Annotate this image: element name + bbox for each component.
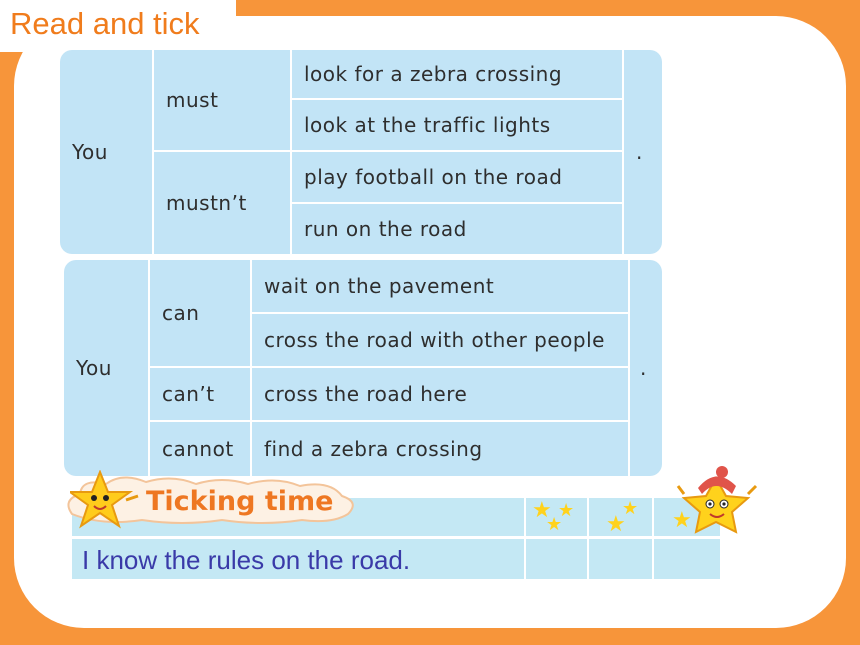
header-tab <box>0 0 236 52</box>
rules-table-must <box>60 50 662 254</box>
subject-cell: You <box>60 50 154 254</box>
action-cell: look at the traffic lights <box>292 100 624 152</box>
modal-cell-cant: can’t <box>150 368 252 422</box>
star-mascot-icon <box>70 470 140 532</box>
tick-box[interactable] <box>524 539 526 579</box>
tick-box[interactable] <box>652 539 654 579</box>
modal-cell-mustnt: mustn’t <box>154 152 292 254</box>
mascot-icon <box>676 464 760 536</box>
page-title: Read and tick <box>10 6 200 41</box>
modal-cell-must: must <box>154 50 292 152</box>
tick-column-divider <box>524 498 526 536</box>
tick-column-divider <box>587 498 589 536</box>
ticking-statement: I know the rules on the road. <box>82 545 411 575</box>
star-icon: ★ <box>546 514 563 535</box>
end-mark-cell: . <box>624 50 662 254</box>
star-icon: ★ <box>532 498 552 523</box>
modal-cell-can: can <box>150 260 252 368</box>
action-cell: look for a zebra crossing <box>292 50 624 100</box>
star-icon: ★ <box>606 512 626 537</box>
action-cell: cross the road here <box>252 368 630 422</box>
rules-table-can <box>64 260 662 476</box>
action-cell: wait on the pavement <box>252 260 630 314</box>
action-cell: play football on the road <box>292 152 624 204</box>
action-cell: run on the road <box>292 204 624 254</box>
modal-cell-cannot: cannot <box>150 422 252 476</box>
tick-box[interactable] <box>587 539 589 579</box>
star-icon: ★ <box>622 498 639 519</box>
end-mark-cell: . <box>630 260 662 476</box>
subject-cell: You <box>64 260 150 476</box>
tick-column-divider <box>652 498 654 536</box>
star-icon: ★ <box>558 500 575 521</box>
action-cell: find a zebra crossing <box>252 422 630 476</box>
ticking-title: Ticking time <box>146 486 334 517</box>
star-icon: ★ <box>672 508 692 533</box>
action-cell: cross the road with other people <box>252 314 630 368</box>
